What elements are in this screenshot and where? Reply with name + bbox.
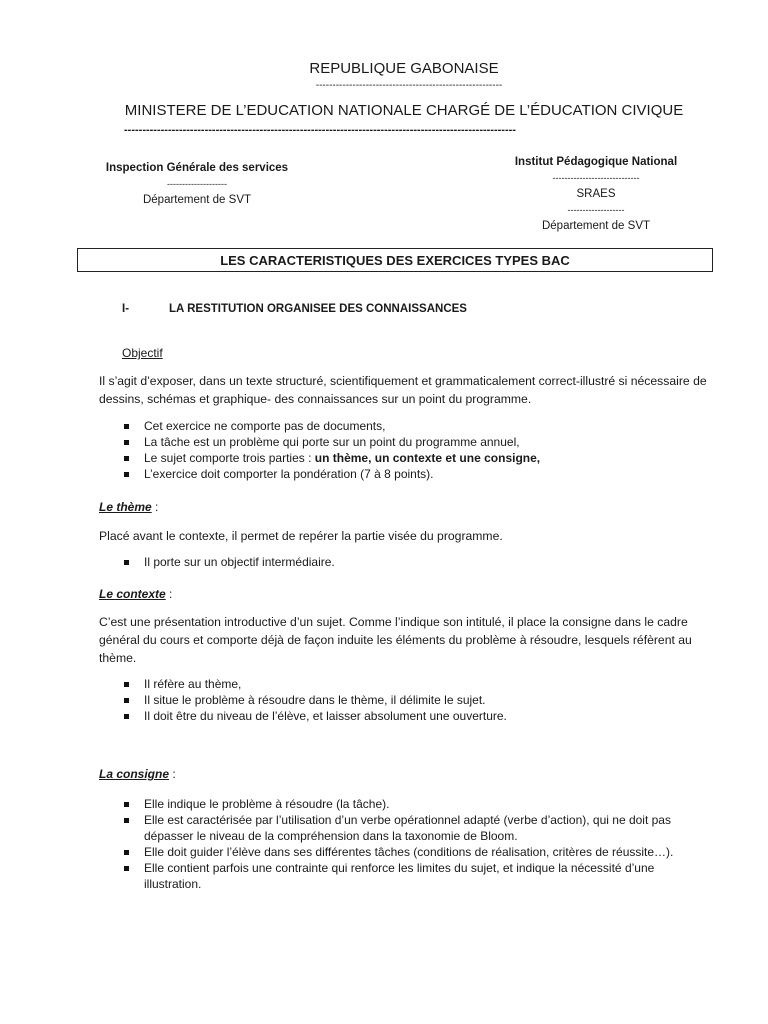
department-label: Département de SVT [541,220,651,232]
list-item: Elle indique le problème à résoudre (la tâche). [122,796,712,812]
list-item: Cet exercice ne comporte pas de documents, [122,418,722,434]
objectif-heading: Objectif [122,346,163,360]
theme-heading [99,500,158,514]
separator-line: ------------------- [567,205,625,215]
contexte-heading-label: Le contexte [99,587,166,601]
left-header-block [90,160,304,208]
section-title: LA RESTITUTION ORGANISEE DES CONNAISSANCES [169,303,467,315]
separator-line: ----------------------------------------------------------------------------------------------------------- [124,124,516,136]
list-item-bold-text: un thème, un contexte et une consigne, [314,451,541,465]
list-item: Elle doit guider l’élève dans ses différentes tâches (conditions de réalisation, critères de réussite…). [122,844,712,860]
list-item: Il doit être du niveau de l’élève, et laisser absolument une ouverture. [122,708,722,724]
consigne-bullet-list [122,796,712,892]
theme-paragraph: Placé avant le contexte, il permet de repérer la partie visée du programme. [99,529,503,543]
consigne-heading-label: La consigne [99,767,170,781]
sraes-label: SRAES [576,188,616,200]
ministry-name: MINISTERE DE L’EDUCATION NATIONALE CHARGÉ DE L’ÉDUCATION CIVIQUE [124,102,684,119]
list-item: L’exercice doit comporter la pondération (7 à 8 points). [122,466,722,482]
list-item: Elle est caractérisée par l’utilisation d’un verbe opérationnel adapté (verbe d’action), qui ne doit pas dépasser le niveau de la compréhension dans la taxonomie de Bloom. [122,812,712,844]
list-item: Il porte sur un objectif intermédiaire. [122,554,722,570]
contexte-bullet-list [122,676,722,724]
list-item: Il situe le problème à résoudre dans le thème, il délimite le sujet. [122,692,722,708]
theme-bullet-list [122,554,722,570]
heading-colon: : [165,587,173,601]
list-item [122,450,722,466]
separator-line: -------------------- [167,179,227,189]
list-item: Elle contient parfois une contrainte qui renforce les limites du sujet, et indique la nécessité d’une illustration. [122,860,712,892]
heading-colon: : [169,767,176,781]
contexte-paragraph: C’est une présentation introductive d’un sujet. Comme l’indique son intitulé, il place la consigne dans le cadre général du cours et comporte déjà de façon induite les éléments du problème à résoudre, lesquels réfèrent au thème. [99,615,692,665]
country-name: REPUBLIQUE GABONAISE [309,60,499,77]
document-title: LES CARACTERISTIQUES DES EXERCICES TYPES BAC [220,252,570,268]
right-header-block [480,154,712,234]
department-label: Département de SVT [142,194,252,206]
institute-title: Institut Pédagogique National [514,156,678,168]
document-title-box [77,248,713,272]
list-item-text: Le sujet comporte trois parties : [144,451,315,465]
list-item: La tâche est un problème qui porte sur un point du programme annuel, [122,434,722,450]
heading-colon: : [151,500,159,514]
consigne-heading [99,767,176,781]
objectif-bullet-list [122,418,722,482]
section-number: I- [122,303,130,315]
list-item: Il réfère au thème, [122,676,722,692]
separator-line: -------------------------------------------------------- [315,80,503,91]
contexte-heading [99,587,172,601]
theme-heading-label: Le thème [99,500,152,514]
separator-line: ----------------------------- [552,173,640,183]
section-heading [122,303,467,315]
inspection-title: Inspection Générale des services [105,162,289,174]
objectif-paragraph: Il s’agit d’exposer, dans un texte structuré, scientifiquement et grammaticalement correct-illustré si nécessaire de dessins, schémas et graphique- des connaissances sur un point du programme. [99,374,707,406]
